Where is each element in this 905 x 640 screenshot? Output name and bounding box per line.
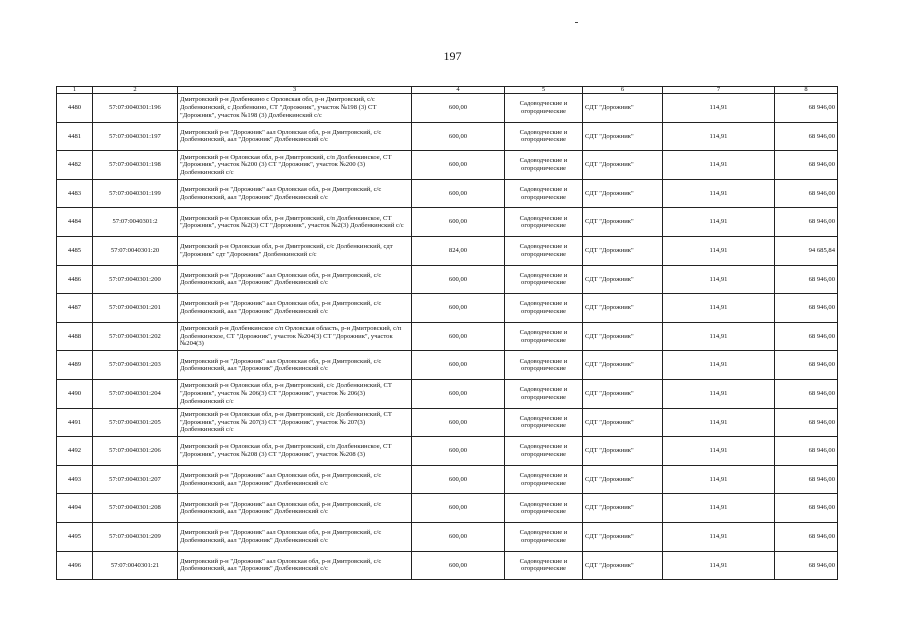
- cadastral-number: 57:07:0040301:20: [93, 236, 178, 265]
- unit-price: 114,91: [663, 551, 775, 580]
- cadastral-number: 57:07:0040301:207: [93, 465, 178, 494]
- organization: СДТ "Дорожник": [583, 179, 663, 208]
- page-number: 197: [443, 49, 462, 63]
- unit-price: 114,91: [663, 265, 775, 294]
- row-number: 4485: [57, 236, 93, 265]
- land-use-category: Садоводческие и огороднические: [505, 122, 583, 151]
- unit-price: 114,91: [663, 151, 775, 180]
- cadastral-number: 57:07:0040301:205: [93, 408, 178, 437]
- table-row: [57, 94, 838, 123]
- unit-price: 114,91: [663, 208, 775, 237]
- row-number: 4489: [57, 351, 93, 380]
- area-value: 824,00: [412, 236, 505, 265]
- area-value: 600,00: [412, 379, 505, 408]
- row-number: 4488: [57, 322, 93, 351]
- row-number: 4494: [57, 494, 93, 523]
- cadastral-cost: 94 685,84: [775, 236, 838, 265]
- land-use-category: Садоводческие и огороднические: [505, 551, 583, 580]
- organization: СДТ "Дорожник": [583, 408, 663, 437]
- row-number: 4484: [57, 208, 93, 237]
- cadastral-cost: 68 946,00: [775, 465, 838, 494]
- land-use-category: Садоводческие и огороднические: [505, 151, 583, 180]
- land-use-category: Садоводческие и огороднические: [505, 408, 583, 437]
- land-use-category: Садоводческие и огороднические: [505, 379, 583, 408]
- area-value: 600,00: [412, 94, 505, 123]
- table-row: [57, 408, 838, 437]
- row-number: 4496: [57, 551, 93, 580]
- column-number: 7: [663, 87, 775, 94]
- address: Дмитровский р-н "Дорожник" аал Орловская обл, р-н Дмитровский, с/с Долбенкинский, аал "Дорожник" Долбенкинский с/с: [178, 265, 412, 294]
- organization: СДТ "Дорожник": [583, 465, 663, 494]
- unit-price: 114,91: [663, 294, 775, 323]
- land-use-category: Садоводческие и огороднические: [505, 322, 583, 351]
- area-value: 600,00: [412, 408, 505, 437]
- cadastral-number: 57:07:0040301:196: [93, 94, 178, 123]
- cadastral-cost: 68 946,00: [775, 122, 838, 151]
- organization: СДТ "Дорожник": [583, 522, 663, 551]
- cadastral-cost: 68 946,00: [775, 265, 838, 294]
- table-row: [57, 122, 838, 151]
- table-row: [57, 151, 838, 180]
- area-value: 600,00: [412, 179, 505, 208]
- column-number: 5: [505, 87, 583, 94]
- row-number: 4483: [57, 179, 93, 208]
- address: Дмитровский р-н Долбенкино с Орловская обл, р-н Дмитровский, с/с Долбенкинский, с Долбенкино, СТ "Дорожник", участок №198 (3) СТ "Дорожник", участок №198 (3) Долбенкинский с/с: [178, 94, 412, 123]
- cadastral-number: 57:07:0040301:21: [93, 551, 178, 580]
- column-number-row: [57, 87, 838, 94]
- cadastral-cost: 68 946,00: [775, 94, 838, 123]
- row-number: 4492: [57, 437, 93, 466]
- organization: СДТ "Дорожник": [583, 94, 663, 123]
- row-number: 4490: [57, 379, 93, 408]
- unit-price: 114,91: [663, 179, 775, 208]
- cadastral-cost: 68 946,00: [775, 294, 838, 323]
- land-use-category: Садоводческие и огороднические: [505, 208, 583, 237]
- cadastral-cost: 68 946,00: [775, 151, 838, 180]
- unit-price: 114,91: [663, 351, 775, 380]
- area-value: 600,00: [412, 265, 505, 294]
- land-use-category: Садоводческие и огороднические: [505, 236, 583, 265]
- land-use-category: Садоводческие и огороднические: [505, 179, 583, 208]
- table-row: [57, 208, 838, 237]
- column-number: 1: [57, 87, 93, 94]
- address: Дмитровский р-н "Дорожник" аал Орловская обл, р-н Дмитровский, с/с Долбенкинский, аал "Дорожник" Долбенкинский с/с: [178, 551, 412, 580]
- table-row: [57, 294, 838, 323]
- organization: СДТ "Дорожник": [583, 437, 663, 466]
- column-number: 3: [178, 87, 412, 94]
- land-use-category: Садоводческие и огороднические: [505, 437, 583, 466]
- address: Дмитровский р-н "Дорожник" аал Орловская обл, р-н Дмитровский, с/с Долбенкинский, аал "Дорожник" Долбенкинский с/с: [178, 494, 412, 523]
- address: Дмитровский р-н "Дорожник" аал Орловская обл, р-н Дмитровский, с/с Долбенкинский, аал "Дорожник" Долбенкинский с/с: [178, 122, 412, 151]
- table-row: [57, 236, 838, 265]
- organization: СДТ "Дорожник": [583, 151, 663, 180]
- table-row: [57, 465, 838, 494]
- organization: СДТ "Дорожник": [583, 294, 663, 323]
- row-number: 4495: [57, 522, 93, 551]
- row-number: 4491: [57, 408, 93, 437]
- land-registry-table: [56, 86, 838, 580]
- table-row: [57, 379, 838, 408]
- column-number: 4: [412, 87, 505, 94]
- land-use-category: Садоводческие и огороднические: [505, 265, 583, 294]
- unit-price: 114,91: [663, 94, 775, 123]
- address: Дмитровский р-н Долбенкинское с/п Орловская область, р-н Дмитровский, с/п Долбенкинское, СТ "Дорожник", участок №204(3) СТ "Дорожник", участок №204(3): [178, 322, 412, 351]
- area-value: 600,00: [412, 351, 505, 380]
- organization: СДТ "Дорожник": [583, 265, 663, 294]
- address: Дмитровский р-н "Дорожник" аал Орловская обл, р-н Дмитровский, с/с Долбенкинский, аал "Дорожник" Долбенкинский с/с: [178, 294, 412, 323]
- cadastral-number: 57:07:0040301:197: [93, 122, 178, 151]
- table-row: [57, 351, 838, 380]
- address: Дмитровский р-н Орловская обл, р-н Дмитровский, с/п Долбенкинское, СТ "Дорожник", участок №2(3) СТ "Дорожник", участок №2(3) Долбенкинский с/с: [178, 208, 412, 237]
- address: Дмитровский р-н Орловская обл, р-н Дмитровский, с/п Долбенкинское, СТ "Дорожник", участок №208 (3) СТ "Дорожник", участок №208 (3): [178, 437, 412, 466]
- unit-price: 114,91: [663, 408, 775, 437]
- land-use-category: Садоводческие и огороднические: [505, 522, 583, 551]
- organization: СДТ "Дорожник": [583, 351, 663, 380]
- area-value: 600,00: [412, 522, 505, 551]
- organization: СДТ "Дорожник": [583, 494, 663, 523]
- row-number: 4486: [57, 265, 93, 294]
- land-use-category: Садоводческие и огороднические: [505, 351, 583, 380]
- area-value: 600,00: [412, 465, 505, 494]
- organization: СДТ "Дорожник": [583, 551, 663, 580]
- address: Дмитровский р-н "Дорожник" аал Орловская обл, р-н Дмитровский, с/с Долбенкинский, аал "Дорожник" Долбенкинский с/с: [178, 351, 412, 380]
- cadastral-number: 57:07:0040301:206: [93, 437, 178, 466]
- table-row: [57, 322, 838, 351]
- area-value: 600,00: [412, 551, 505, 580]
- area-value: 600,00: [412, 208, 505, 237]
- table-row: [57, 265, 838, 294]
- address: Дмитровский р-н "Дорожник" аал Орловская обл, р-н Дмитровский, с/с Долбенкинский, аал "Дорожник" Долбенкинский с/с: [178, 465, 412, 494]
- organization: СДТ "Дорожник": [583, 322, 663, 351]
- table-row: [57, 179, 838, 208]
- cadastral-cost: 68 946,00: [775, 551, 838, 580]
- cadastral-number: 57:07:0040301:203: [93, 351, 178, 380]
- address: Дмитровский р-н "Дорожник" аал Орловская обл, р-н Дмитровский, с/с Долбенкинский, аал "Дорожник" Долбенкинский с/с: [178, 522, 412, 551]
- organization: СДТ "Дорожник": [583, 379, 663, 408]
- unit-price: 114,91: [663, 236, 775, 265]
- cadastral-cost: 68 946,00: [775, 351, 838, 380]
- table-row: [57, 437, 838, 466]
- area-value: 600,00: [412, 294, 505, 323]
- cadastral-cost: 68 946,00: [775, 322, 838, 351]
- unit-price: 114,91: [663, 122, 775, 151]
- unit-price: 114,91: [663, 322, 775, 351]
- column-number: 2: [93, 87, 178, 94]
- address: Дмитровский р-н Орловская обл, р-н Дмитровский, с/с Долбенкинский, СТ "Дорожник", участок № 206(3) СТ "Дорожник", участок № 206(3) Долбенкинский с/с: [178, 379, 412, 408]
- land-use-category: Садоводческие и огороднические: [505, 94, 583, 123]
- area-value: 600,00: [412, 151, 505, 180]
- area-value: 600,00: [412, 494, 505, 523]
- row-number: 4487: [57, 294, 93, 323]
- cadastral-number: 57:07:0040301:202: [93, 322, 178, 351]
- cadastral-number: 57:07:0040301:198: [93, 151, 178, 180]
- row-number: 4482: [57, 151, 93, 180]
- cadastral-number: 57:07:0040301:200: [93, 265, 178, 294]
- scan-speck: [575, 22, 578, 23]
- address: Дмитровский р-н Орловская обл, р-н Дмитровский, с/с Долбенкинский, СТ "Дорожник", участок № 207(3) СТ "Дорожник", участок № 207(3) Долбенкинский с/с: [178, 408, 412, 437]
- cadastral-number: 57:07:0040301:201: [93, 294, 178, 323]
- column-number: 8: [775, 87, 838, 94]
- cadastral-cost: 68 946,00: [775, 522, 838, 551]
- cadastral-cost: 68 946,00: [775, 494, 838, 523]
- row-number: 4493: [57, 465, 93, 494]
- organization: СДТ "Дорожник": [583, 208, 663, 237]
- unit-price: 114,91: [663, 522, 775, 551]
- unit-price: 114,91: [663, 465, 775, 494]
- cadastral-number: 57:07:0040301:208: [93, 494, 178, 523]
- unit-price: 114,91: [663, 494, 775, 523]
- cadastral-number: 57:07:0040301:209: [93, 522, 178, 551]
- row-number: 4480: [57, 94, 93, 123]
- cadastral-number: 57:07:0040301:204: [93, 379, 178, 408]
- cadastral-cost: 68 946,00: [775, 179, 838, 208]
- unit-price: 114,91: [663, 379, 775, 408]
- cadastral-number: 57:07:0040301:2: [93, 208, 178, 237]
- land-use-category: Садоводческие и огороднические: [505, 294, 583, 323]
- address: Дмитровский р-н Орловская обл, р-н Дмитровский, с/п Долбенкинское, СТ "Дорожник", участок №200 (3) СТ "Дорожник", участок №200 (3) Долбенкинский с/с: [178, 151, 412, 180]
- land-use-category: Садоводческие и огороднические: [505, 465, 583, 494]
- organization: СДТ "Дорожник": [583, 122, 663, 151]
- row-number: 4481: [57, 122, 93, 151]
- cadastral-cost: 68 946,00: [775, 208, 838, 237]
- address: Дмитровский р-н Орловская обл, р-н Дмитровский, с/с Долбенкинский, сдт "Дорожник" сдт "Дорожник" Долбенкинский с/с: [178, 236, 412, 265]
- area-value: 600,00: [412, 122, 505, 151]
- cadastral-number: 57:07:0040301:199: [93, 179, 178, 208]
- column-number: 6: [583, 87, 663, 94]
- address: Дмитровский р-н "Дорожник" аал Орловская обл, р-н Дмитровский, с/с Долбенкинский, аал "Дорожник" Долбенкинский с/с: [178, 179, 412, 208]
- cadastral-cost: 68 946,00: [775, 379, 838, 408]
- land-use-category: Садоводческие и огороднические: [505, 494, 583, 523]
- organization: СДТ "Дорожник": [583, 236, 663, 265]
- table-row: [57, 522, 838, 551]
- cadastral-cost: 68 946,00: [775, 408, 838, 437]
- table-row: [57, 551, 838, 580]
- cadastral-cost: 68 946,00: [775, 437, 838, 466]
- unit-price: 114,91: [663, 437, 775, 466]
- table-row: [57, 494, 838, 523]
- area-value: 600,00: [412, 322, 505, 351]
- area-value: 600,00: [412, 437, 505, 466]
